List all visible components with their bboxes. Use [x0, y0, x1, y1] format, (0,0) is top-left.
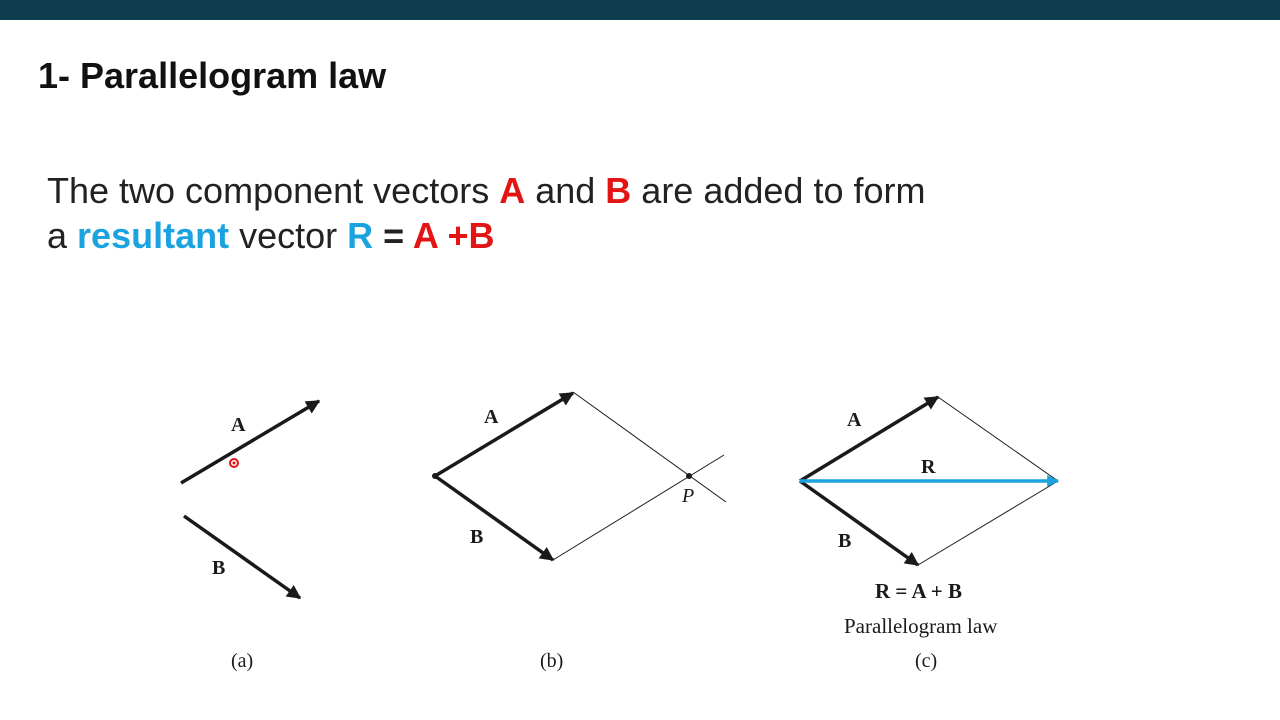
- resultant-term: resultant: [77, 215, 230, 256]
- label-b: B: [838, 530, 852, 552]
- slide-title: 1- Parallelogram law: [38, 55, 387, 96]
- panel-c: [800, 397, 1058, 672]
- equals-sign: =: [373, 215, 413, 256]
- vector-a-term: A: [499, 170, 526, 211]
- text-segment: vector: [229, 215, 348, 256]
- label-a: A: [484, 406, 499, 428]
- caption-c: (c): [915, 650, 938, 672]
- panel-a: [181, 401, 319, 672]
- label-b: B: [212, 557, 226, 579]
- construction-line-2: [553, 455, 724, 560]
- caption-b: (b): [540, 650, 564, 672]
- caption-a: (a): [231, 650, 254, 672]
- vector-r-term: R: [347, 215, 374, 256]
- text-segment: and: [525, 170, 606, 211]
- label-a: A: [231, 414, 246, 436]
- point-p: [686, 473, 692, 479]
- text-segment: are added to form: [631, 170, 926, 211]
- label-r: R: [921, 456, 936, 478]
- vector-b-arrow: [435, 476, 553, 560]
- vector-b-arrow: [184, 516, 300, 598]
- text-segment: The two component vectors: [47, 170, 500, 211]
- cursor-dot: [233, 462, 236, 465]
- law-caption: Parallelogram law: [844, 614, 998, 638]
- equation: R = A + B: [875, 579, 962, 603]
- vector-b-arrow: [800, 481, 918, 565]
- parallel-side-top: [938, 397, 1058, 481]
- label-p: P: [682, 485, 695, 507]
- vector-a-arrow: [181, 401, 319, 483]
- tail-point: [432, 473, 438, 479]
- text-segment: a: [47, 215, 78, 256]
- construction-line-1: [573, 392, 726, 502]
- sum-term: A +B: [412, 215, 495, 256]
- vector-a-arrow: [435, 393, 573, 476]
- label-b: B: [470, 526, 484, 548]
- panel-b: [432, 392, 726, 672]
- vector-b-term: B: [605, 170, 632, 211]
- vector-a-arrow: [800, 397, 938, 481]
- label-a: A: [847, 409, 862, 431]
- parallel-side-bottom: [918, 481, 1058, 565]
